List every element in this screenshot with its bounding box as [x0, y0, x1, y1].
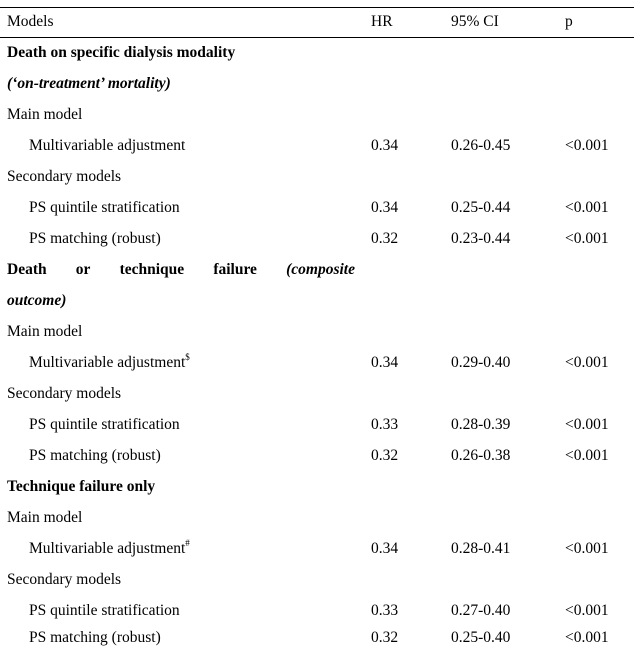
table-row	[0, 409, 634, 440]
secondary-models-label: Secondary models	[7, 168, 122, 185]
row-p: <0.001	[565, 602, 609, 619]
row-ci: 0.29-0.40	[451, 354, 511, 371]
table-row	[0, 223, 634, 254]
row-p: <0.001	[565, 354, 609, 371]
table-row	[0, 130, 634, 161]
row-hr: 0.33	[371, 416, 399, 433]
section-title-cont: (‘on-treatment’ mortality)	[7, 75, 171, 92]
row-ci: 0.28-0.39	[451, 416, 511, 433]
table-row	[0, 622, 634, 653]
row-hr: 0.34	[371, 540, 399, 557]
row-hr: 0.33	[371, 602, 399, 619]
row-p: <0.001	[565, 540, 609, 557]
row-ci: 0.28-0.41	[451, 540, 511, 557]
row-label: PS quintile stratification	[29, 602, 180, 619]
row-label: Multivariable adjustment$	[29, 352, 190, 371]
row-ci: 0.25-0.44	[451, 199, 511, 216]
header-models: Models	[7, 13, 54, 30]
row-label: Multivariable adjustment#	[29, 538, 190, 557]
section-title: Death on specific dialysis modality	[7, 44, 236, 61]
row-hr: 0.34	[371, 354, 399, 371]
row-p: <0.001	[565, 137, 609, 154]
row-hr: 0.32	[371, 447, 399, 464]
row-ci: 0.26-0.38	[451, 447, 511, 464]
main-model-label: Main model	[7, 323, 83, 340]
section-title: Death or technique failure (composite	[7, 261, 355, 278]
row-ci: 0.23-0.44	[451, 230, 511, 247]
row-ci: 0.25-0.40	[451, 629, 511, 646]
row-p: <0.001	[565, 230, 609, 247]
row-label: PS quintile stratification	[29, 199, 180, 216]
header-hr: HR	[371, 13, 393, 30]
header-ci: 95% CI	[451, 13, 499, 30]
row-label: Multivariable adjustment	[29, 137, 186, 154]
row-p: <0.001	[565, 199, 609, 216]
secondary-models-label: Secondary models	[7, 571, 122, 588]
row-hr: 0.32	[371, 230, 399, 247]
row-ci: 0.27-0.40	[451, 602, 511, 619]
row-hr: 0.34	[371, 199, 399, 216]
row-label: PS matching (robust)	[29, 230, 161, 247]
row-p: <0.001	[565, 416, 609, 433]
row-label: PS matching (robust)	[29, 447, 161, 464]
table-row	[0, 347, 634, 378]
section-title-cont: outcome)	[7, 292, 67, 309]
row-label: PS matching (robust)	[29, 629, 161, 646]
table-row	[0, 192, 634, 223]
main-model-label: Main model	[7, 106, 83, 123]
header-p: p	[565, 13, 573, 30]
header-row	[0, 6, 634, 37]
section-title: Technique failure only	[7, 478, 156, 495]
table-row	[0, 440, 634, 471]
row-hr: 0.34	[371, 137, 399, 154]
row-p: <0.001	[565, 629, 609, 646]
main-model-label: Main model	[7, 509, 83, 526]
table-row	[0, 533, 634, 564]
row-label: PS quintile stratification	[29, 416, 180, 433]
row-hr: 0.32	[371, 629, 399, 646]
secondary-models-label: Secondary models	[7, 385, 122, 402]
row-ci: 0.26-0.45	[451, 137, 511, 154]
row-p: <0.001	[565, 447, 609, 464]
